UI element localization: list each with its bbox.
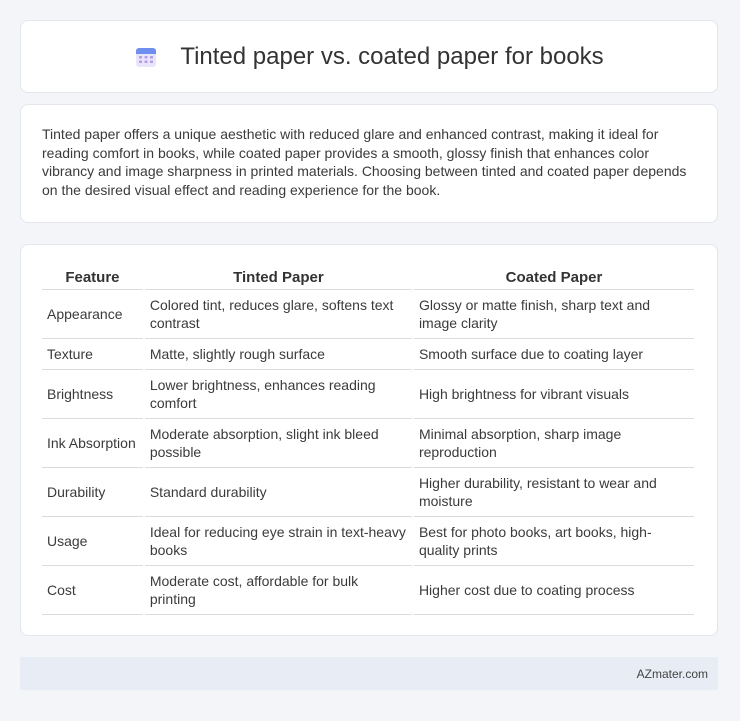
- feature-cell: Appearance: [42, 290, 143, 339]
- coated-cell: Smooth surface due to coating layer: [414, 339, 694, 370]
- header-tinted-paper: Tinted Paper: [145, 265, 412, 290]
- table-row: [42, 468, 694, 517]
- coated-cell: Best for photo books, art books, high-quality prints: [414, 517, 694, 566]
- tinted-cell: Matte, slightly rough surface: [145, 339, 412, 370]
- calendar-icon: [134, 45, 158, 69]
- coated-cell: Higher durability, resistant to wear and moisture: [414, 468, 694, 517]
- intro-text: Tinted paper offers a unique aesthetic with reduced glare and enhanced contrast, making it ideal for reading comfort in books, while coated paper provides a smooth, glossy finish that enhances color vibrancy and image sharpness in printed materials. Choosing between tinted and coated paper depends on the desired visual effect and reading experience for the book.: [42, 126, 687, 198]
- comparison-table-card: [20, 244, 718, 636]
- tinted-cell: Lower brightness, enhances reading comfort: [145, 370, 412, 419]
- feature-cell: Usage: [42, 517, 143, 566]
- table-header-row: [42, 265, 694, 290]
- comparison-table: [40, 265, 696, 615]
- footer-brand[interactable]: AZmater.com: [636, 666, 708, 681]
- table-row: [42, 339, 694, 370]
- tinted-cell: Moderate absorption, slight ink bleed possible: [145, 419, 412, 468]
- page-title: Tinted paper vs. coated paper for books: [180, 42, 604, 70]
- feature-cell: Texture: [42, 339, 143, 370]
- feature-cell: Durability: [42, 468, 143, 517]
- feature-cell: Cost: [42, 566, 143, 615]
- tinted-cell: Moderate cost, affordable for bulk printing: [145, 566, 412, 615]
- table-row: [42, 290, 694, 339]
- header-coated-paper: Coated Paper: [414, 265, 694, 290]
- intro-card: [20, 104, 718, 223]
- tinted-cell: Colored tint, reduces glare, softens text contrast: [145, 290, 412, 339]
- header-feature: Feature: [42, 265, 143, 290]
- coated-cell: Minimal absorption, sharp image reproduction: [414, 419, 694, 468]
- feature-cell: Brightness: [42, 370, 143, 419]
- tinted-cell: Standard durability: [145, 468, 412, 517]
- title-card: [20, 20, 718, 93]
- table-row: [42, 370, 694, 419]
- table-row: [42, 566, 694, 615]
- coated-cell: Glossy or matte finish, sharp text and image clarity: [414, 290, 694, 339]
- coated-cell: High brightness for vibrant visuals: [414, 370, 694, 419]
- feature-cell: Ink Absorption: [42, 419, 143, 468]
- table-row: [42, 517, 694, 566]
- coated-cell: Higher cost due to coating process: [414, 566, 694, 615]
- table-row: [42, 419, 694, 468]
- footer-bar: [20, 657, 718, 690]
- tinted-cell: Ideal for reducing eye strain in text-heavy books: [145, 517, 412, 566]
